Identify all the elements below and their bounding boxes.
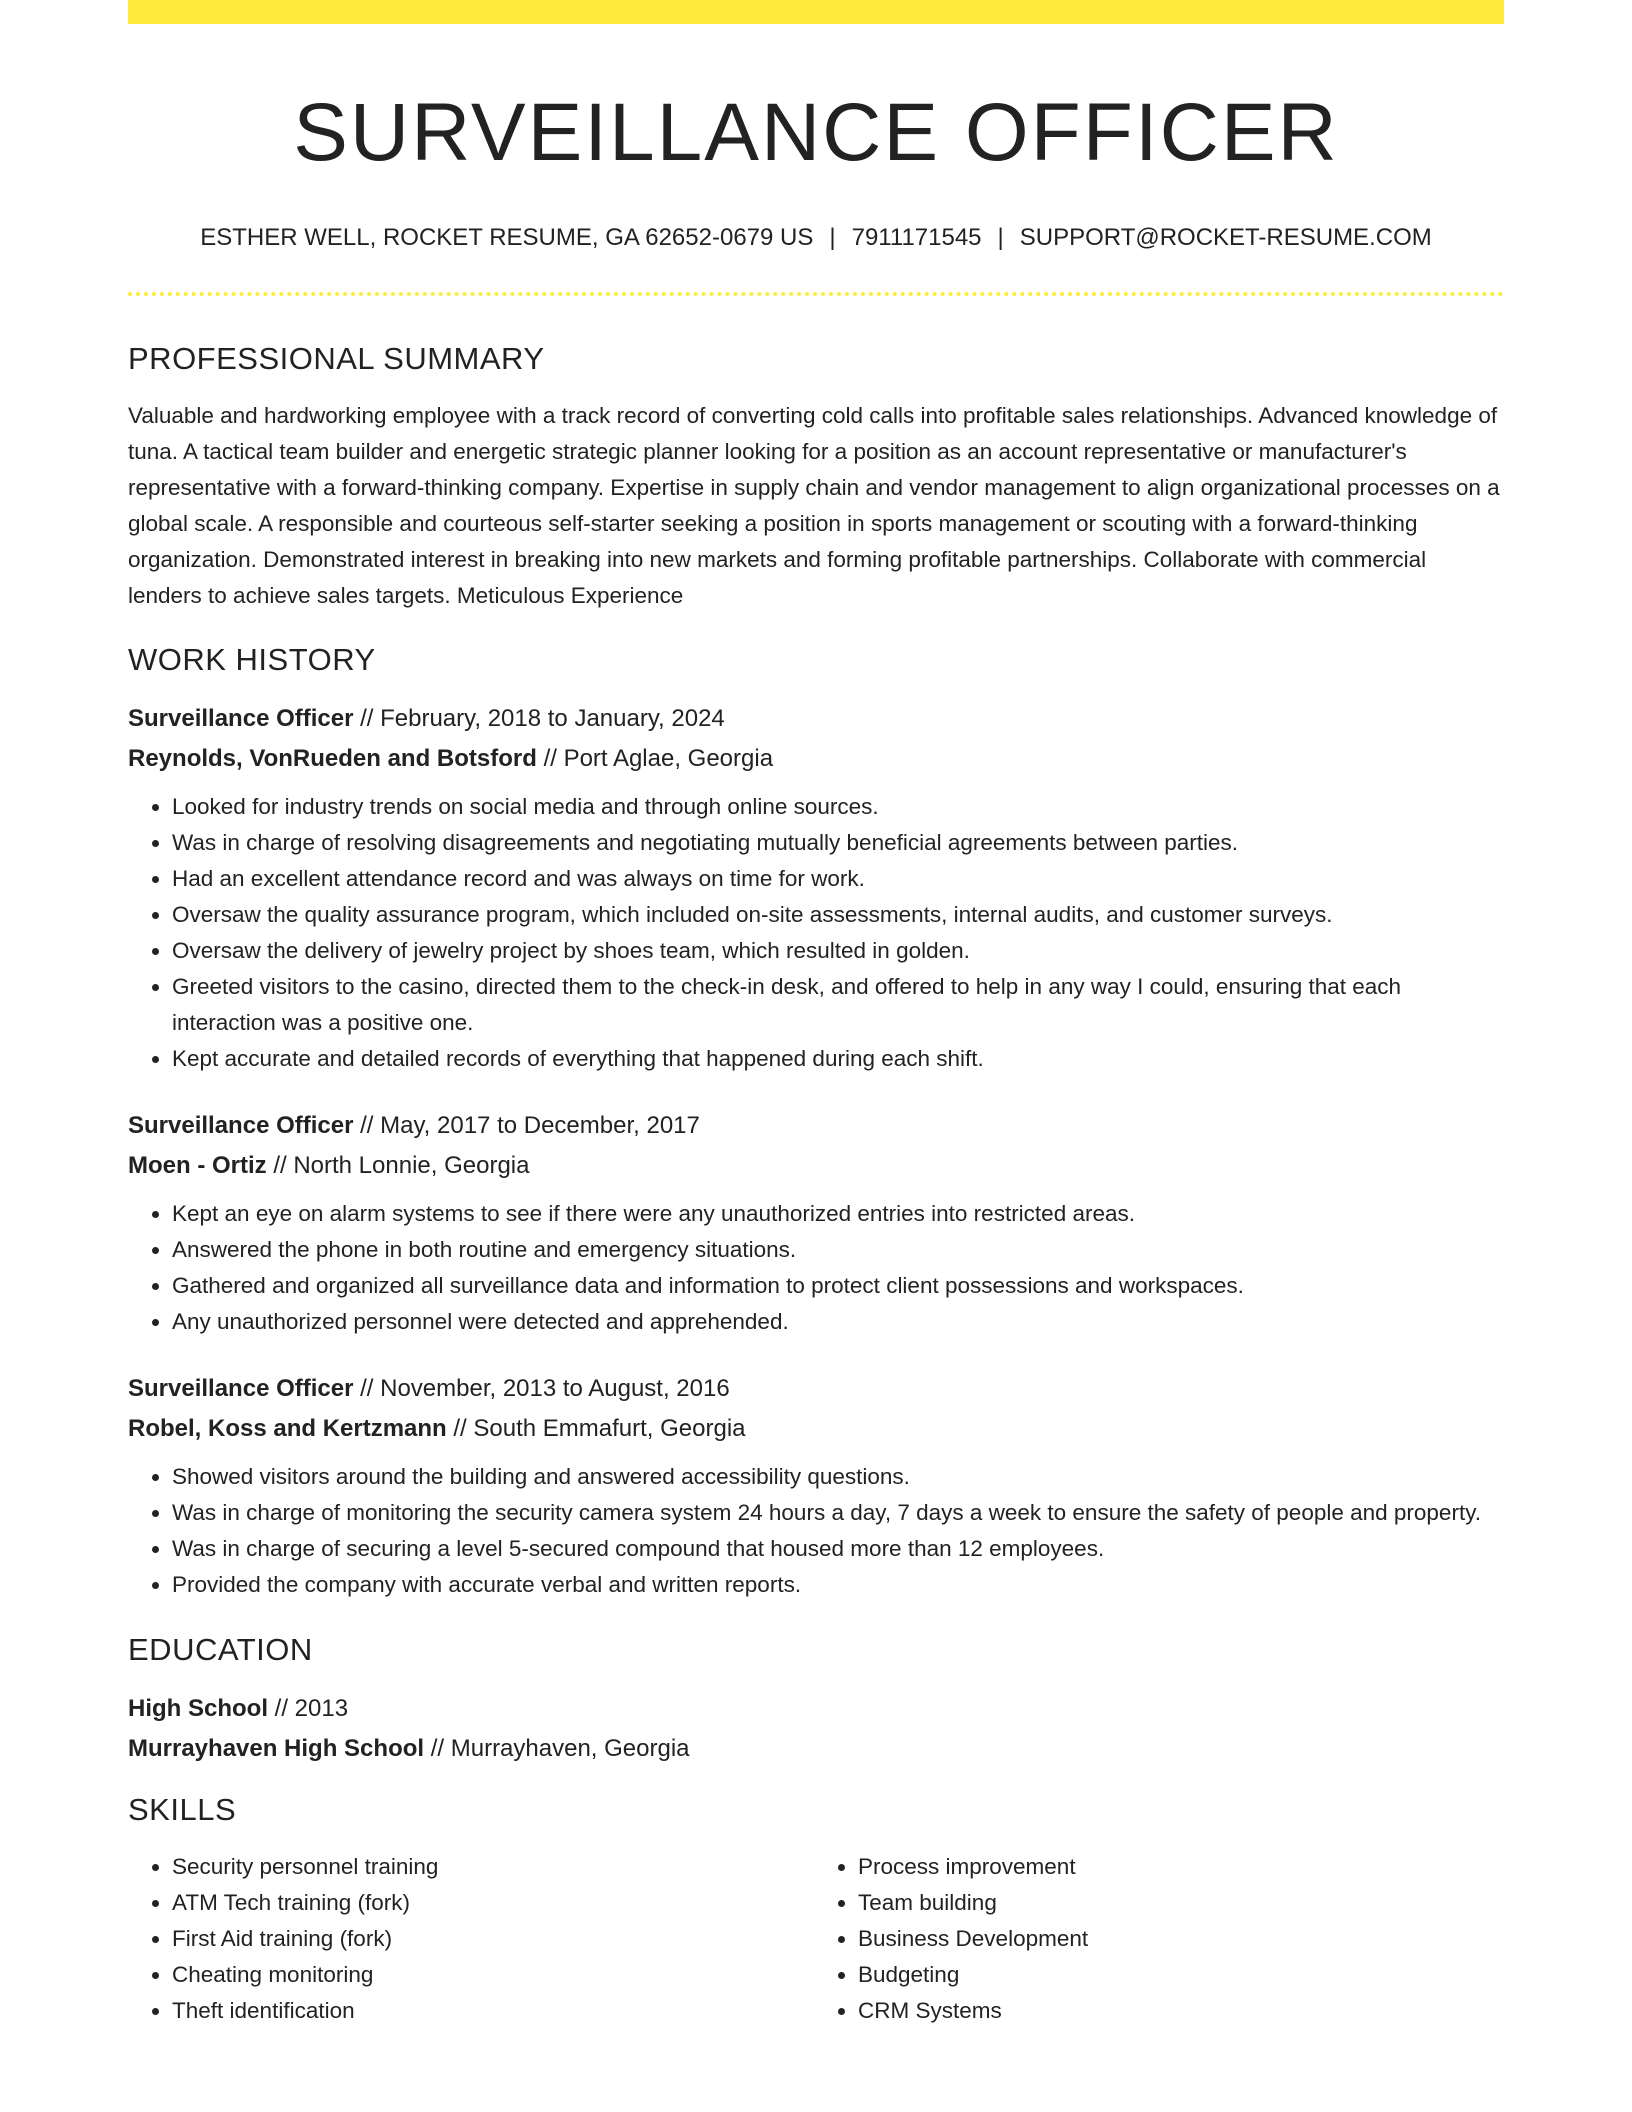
- education-year: // 2013: [268, 1695, 349, 1722]
- job-bullet: • Provided the company with accurate verbal and written reports.: [172, 1567, 1504, 1603]
- contact-phone: 7911171545: [851, 224, 982, 251]
- job-entry: [128, 699, 1504, 1077]
- skills-list-left: [128, 1849, 807, 2029]
- job-location: // Port Aglae, Georgia: [536, 745, 774, 772]
- education-school: Murrayhaven High School: [128, 1735, 425, 1762]
- job-bullet: • Oversaw the quality assurance program, which included on-site assessments, internal audits, and customer surveys.: [172, 897, 1504, 933]
- job-bullet: • Looked for industry trends on social media and through online sources.: [172, 789, 1504, 825]
- skill-item: • Security personnel training: [172, 1849, 807, 1885]
- summary-text: Valuable and hardworking employee with a track record of converting cold calls into profitable sales relationships. Advanced knowledge of tuna. A tactical team builder and energetic strategic planner looking for a position as an account representative or manufacturer's representative with a forward-thinking company. Expertise in supply chain and vendor management to align organizational processes on a global scale. A responsible and courteous self-starter seeking a position in sports management or scouting with a forward-thinking organization. Demonstrated interest in breaking into new markets and forming profitable partnerships. Collaborate with commercial lenders to achieve sales targets. Meticulous Experience: [128, 403, 1500, 608]
- job-title: Surveillance Officer: [128, 1112, 354, 1139]
- job-bullet: • Kept an eye on alarm systems to see if there were any unauthorized entries into restricted areas.: [172, 1196, 1504, 1232]
- job-entry: [128, 1369, 1504, 1603]
- job-dates: // November, 2013 to August, 2016: [353, 1375, 730, 1402]
- summary-heading: PROFESSIONAL SUMMARY: [128, 341, 545, 376]
- skill-item: • Team building: [858, 1885, 1493, 1921]
- education-entry: [128, 1689, 1504, 1769]
- skill-item: • Budgeting: [858, 1957, 1493, 1993]
- job-bullet: • Answered the phone in both routine and emergency situations.: [172, 1232, 1504, 1268]
- education-degree-line: [128, 1689, 1504, 1729]
- job-entry: [128, 1106, 1504, 1340]
- job-bullet: • Any unauthorized personnel were detected and apprehended.: [172, 1304, 1504, 1340]
- job-bullet: • Was in charge of monitoring the security camera system 24 hours a day, 7 days a week to ensure the safety of people and property.: [172, 1495, 1504, 1531]
- skill-item: • CRM Systems: [858, 1993, 1493, 2029]
- contact-separator: |: [829, 224, 836, 251]
- job-location: // North Lonnie, Georgia: [266, 1152, 530, 1179]
- job-company: Moen - Ortiz: [128, 1152, 267, 1179]
- education-location: // Murrayhaven, Georgia: [424, 1735, 690, 1762]
- resume-page: [128, 0, 1504, 2029]
- job-location: // South Emmafurt, Georgia: [446, 1415, 746, 1442]
- header-divider: [128, 292, 1504, 296]
- skill-item: • First Aid training (fork): [172, 1921, 807, 1957]
- top-accent-bar: [128, 0, 1504, 24]
- job-dates: // February, 2018 to January, 2024: [353, 705, 725, 732]
- resume-title: SURVEILLANCE OFFICER: [293, 87, 1339, 178]
- job-title-line: [128, 1106, 1504, 1146]
- job-company-line: [128, 1409, 1504, 1449]
- job-title: Surveillance Officer: [128, 1375, 354, 1402]
- education-school-line: [128, 1729, 1504, 1769]
- skill-item: • ATM Tech training (fork): [172, 1885, 807, 1921]
- contact-line: [128, 222, 1504, 254]
- skill-item: • Cheating monitoring: [172, 1957, 807, 1993]
- job-company: Robel, Koss and Kertzmann: [128, 1415, 447, 1442]
- job-dates: // May, 2017 to December, 2017: [353, 1112, 700, 1139]
- contact-separator: |: [997, 224, 1004, 251]
- skill-item: • Theft identification: [172, 1993, 807, 2029]
- job-bullet: • Was in charge of resolving disagreements and negotiating mutually beneficial agreements between parties.: [172, 825, 1504, 861]
- skills-heading: SKILLS: [128, 1792, 237, 1827]
- education-degree: High School: [128, 1695, 268, 1722]
- contact-address: ESTHER WELL, ROCKET RESUME, GA 62652-0679 US: [200, 224, 814, 251]
- job-title-line: [128, 1369, 1504, 1409]
- job-bullets: [128, 789, 1504, 1077]
- job-bullet: • Showed visitors around the building and answered accessibility questions.: [172, 1459, 1504, 1495]
- skills-list-right: [807, 1849, 1493, 2029]
- job-bullet: • Gathered and organized all surveillance data and information to protect client possessions and workspaces.: [172, 1268, 1504, 1304]
- skills-columns: [128, 1849, 1504, 2029]
- job-company: Reynolds, VonRueden and Botsford: [128, 745, 537, 772]
- job-title: Surveillance Officer: [128, 705, 354, 732]
- job-bullet: • Kept accurate and detailed records of everything that happened during each shift.: [172, 1041, 1504, 1077]
- job-bullet: • Was in charge of securing a level 5-secured compound that housed more than 12 employees.: [172, 1531, 1504, 1567]
- job-bullet: • Had an excellent attendance record and was always on time for work.: [172, 861, 1504, 897]
- job-company-line: [128, 739, 1504, 779]
- job-title-line: [128, 699, 1504, 739]
- job-company-line: [128, 1146, 1504, 1186]
- contact-email: SUPPORT@ROCKET-RESUME.COM: [1019, 224, 1432, 251]
- job-bullet: • Greeted visitors to the casino, directed them to the check-in desk, and offered to help in any way I could, ensuring that each interaction was a positive one.: [172, 969, 1504, 1041]
- education-heading: EDUCATION: [128, 1632, 313, 1667]
- job-bullet: • Oversaw the delivery of jewelry project by shoes team, which resulted in golden.: [172, 933, 1504, 969]
- job-bullets: [128, 1459, 1504, 1603]
- skill-item: • Business Development: [858, 1921, 1493, 1957]
- work-history-heading: WORK HISTORY: [128, 642, 376, 677]
- job-bullets: [128, 1196, 1504, 1340]
- skill-item: • Process improvement: [858, 1849, 1493, 1885]
